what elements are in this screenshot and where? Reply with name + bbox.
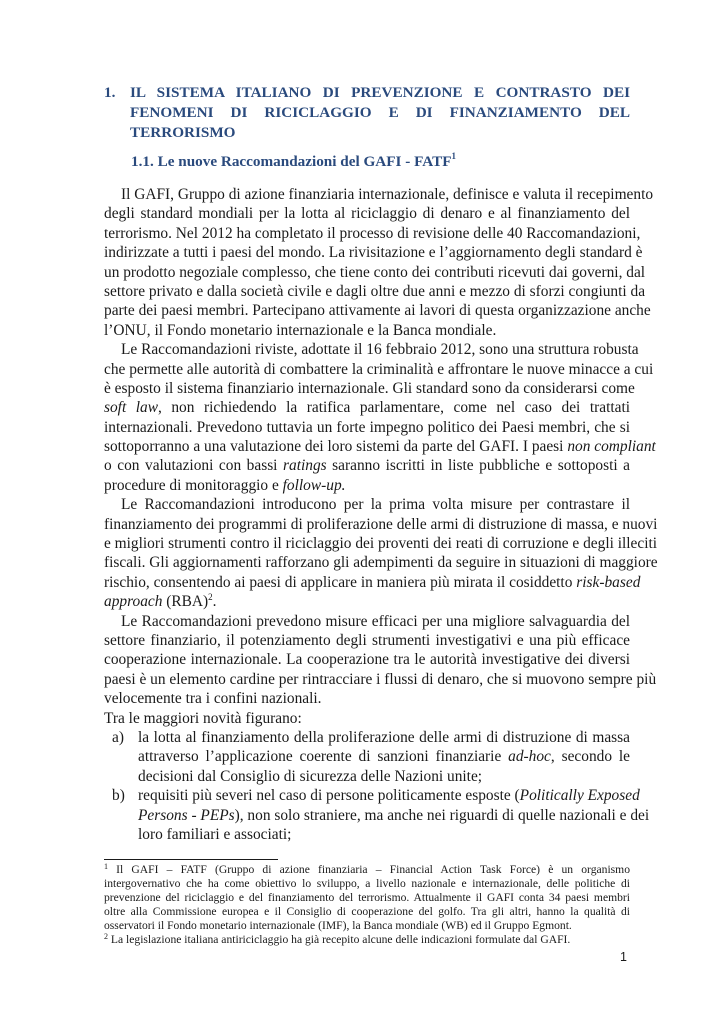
footnote-number: 1 [104, 862, 108, 871]
paragraph-line: procedure di monitoraggio e follow-up. [104, 476, 346, 494]
footnote-ref[interactable]: 2 [208, 592, 213, 603]
list-item-a-line: decisioni dal Consiglio di sicurezza delle Nazioni unite; [138, 767, 483, 785]
italic-term: Persons - PEPs [138, 806, 235, 824]
list-marker: a) [112, 728, 124, 746]
section-heading-line: TERRORISMO [130, 124, 236, 141]
section-heading-line: IL SISTEMA ITALIANO DI PREVENZIONE E CONTRASTO DEI [130, 84, 630, 101]
italic-term: Politically Exposed [519, 787, 640, 805]
footnote-1-line: $^1$ Il GAFI – FATF (Gruppo di azione finanziaria – Financial Action Task Force) è un organismo [104, 862, 630, 876]
footnote-number: 2 [104, 932, 108, 942]
footnote-ref[interactable]: 1 [451, 151, 456, 161]
italic-term: approach [104, 593, 163, 611]
paragraph-line: indirizzate a tutti i paesi del mondo. La rivisitazione e l’aggiornamento degli standard è [104, 244, 643, 262]
italic-term: ratings [283, 457, 327, 475]
paragraph-line: rischio, consentendo ai paesi di applicare in maniera più mirata il cosiddetto risk-based [104, 573, 641, 591]
paragraph-line: e migliori strumenti contro il riciclaggio dei proventi dei reati di corruzione e degli illeciti [104, 535, 658, 553]
paragraph-line: Le Raccomandazioni prevedono misure efficaci per una migliore salvaguardia del [121, 612, 630, 630]
paragraph-line: finanziamento dei programmi di proliferazione delle armi di distruzione di massa, e nuovi [104, 515, 658, 533]
paragraph-line: Le Raccomandazioni introducono per la prima volta misure per contrastare il [121, 496, 630, 514]
paragraph-line: l’ONU, il Fondo monetario internazionale e la Banca mondiale. [104, 321, 497, 339]
list-item-b: b) requisiti più severi nel caso di persone politicamente esposte (Politically Exposed [112, 787, 640, 805]
footnote-1-line: osservatori il Fondo monetario internazionale (IMF), la Banca mondiale (WB) ed il Gruppo Egmont. [104, 919, 572, 933]
subsection-heading-text: 1.1. Le nuove Raccomandazioni del GAFI - FATF [131, 153, 452, 170]
footnote-1-line: oltre alla Commissione europea e il Consiglio di cooperazione del golfo. Tra gli altri, hanno la qualità di [104, 905, 630, 919]
footnote-separator [104, 859, 278, 860]
list-item-b-line: Persons - PEPs), non solo straniere, ma anche nei riguardi di quelle nazionali e dei [138, 806, 650, 824]
italic-term: soft law [104, 399, 158, 417]
paragraph-line: approach (RBA)$^2$. [104, 592, 217, 611]
footnote-1-line: prevenzione del riciclaggio e del finanziamento del terrorismo. Attualmente il GAFI conta 34 paesi membri [104, 891, 630, 905]
italic-term: risk-based [576, 573, 641, 591]
subsection-heading [131, 152, 456, 172]
paragraph-line: internazionali. Prevedono tuttavia un forte impegno politico dei Paesi membri, che si [104, 418, 630, 436]
paragraph-line: terrorismo. Nel 2012 ha completato il processo di revisione delle 40 Raccomandazioni, [104, 224, 641, 242]
paragraph-line: settore privato e dalla società civile e dagli oltre due anni e mezzo di sforzi congiunti da [104, 282, 646, 300]
paragraph-line: un prodotto negoziale complesso, che tiene conto dei contributi ricevuti dai governi, dal [104, 263, 646, 281]
paragraph-line: sottoporranno a una valutazione dei loro sistemi da parte del GAFI. I paesi non compliant [104, 438, 656, 456]
footnotes [104, 863, 630, 948]
paragraph-line: che permette alle autorità di combattere la criminalità e affrontare le nuove minacce a cui [104, 360, 654, 378]
paragraph-line: è esposto il sistema finanziario internazionale. Gli standard sono da considerarsi come [104, 379, 635, 397]
paragraph-line: soft law, non richiedendo la ratifica parlamentare, come nel caso dei trattati [104, 399, 630, 417]
section-number: 1. [104, 84, 116, 101]
paragraph-line: o con valutazioni con bassi ratings saranno iscritti in liste pubbliche e sottoposti a [104, 457, 630, 475]
paragraph-line: velocemente tra i confini nazionali. [104, 690, 322, 708]
paragraph-line: Le Raccomandazioni riviste, adottate il 16 febbraio 2012, sono una struttura robusta [121, 341, 639, 359]
list-item-a: a) la lotta al finanziamento della proliferazione delle armi di distruzione di massa [112, 728, 630, 746]
paragraph-line: parte dei paesi membri. Partecipano attivamente ai lavori di questa organizzazione anche [104, 302, 651, 320]
list-marker: b) [112, 787, 125, 805]
paragraph-line: degli standard mondiali per la lotta al riciclaggio di denaro e al finanziamento del [104, 205, 630, 223]
paragraph-line: paesi è un elemento cardine per rintracciare i flussi di denaro, che si muovono sempre più [104, 670, 657, 688]
paragraph-line: Il GAFI, Gruppo di azione finanziaria internazionale, definisce e valuta il recepimento [121, 186, 654, 203]
page-number: 1 [620, 950, 627, 964]
list-intro: Tra le maggiori novità figurano: [104, 709, 302, 727]
footnote-1-line: intergovernativo che ha come obiettivo lo sviluppo, a livello nazionale e internazionale, delle politiche di [104, 877, 630, 891]
paragraph-line: settore finanziario, il potenziamento degli strumenti investigativi e una più efficace [104, 631, 630, 649]
paragraph-line: fiscali. Gli aggiornamenti rafforzano gli adempimenti da seguire in situazioni di maggiore [104, 554, 658, 572]
section-heading [104, 83, 630, 143]
italic-term: follow-up. [282, 476, 346, 494]
body-text [104, 185, 658, 844]
paragraph-line: cooperazione internazionale. La cooperazione tra le autorità investigative dei diversi [104, 651, 630, 669]
italic-term: non compliant [567, 438, 656, 456]
section-heading-line: FENOMENI DI RICICLAGGIO E DI FINANZIAMENTO DEL [130, 104, 630, 121]
footnote-2: $^2$ La legislazione italiana antiriciclaggio ha già recepito alcune delle indicazioni formulate dal GAFI. [104, 932, 571, 947]
list-item-b-line: loro familiari e associati; [138, 825, 292, 843]
italic-term: ad-hoc [508, 748, 551, 766]
list-item-a-line: attraverso l’applicazione coerente di sanzioni finanziarie ad-hoc, secondo le [138, 748, 630, 766]
